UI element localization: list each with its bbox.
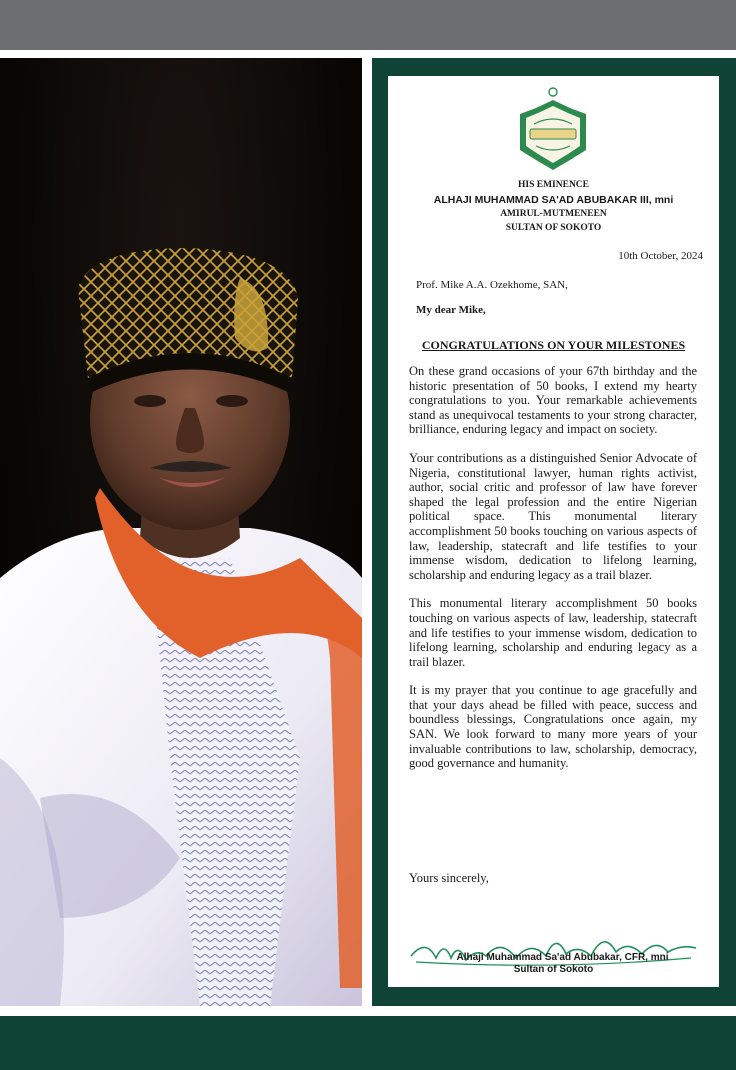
letter-date: 10th October, 2024 bbox=[618, 250, 703, 262]
letter-body bbox=[409, 364, 697, 785]
sultanate-crest-icon bbox=[514, 84, 592, 172]
letter-paragraph: On these grand occasions of your 67th birthday and the historic presentation of 50 books, I extend my hearty congratulations to you. Your remarkable achievements stand as unequivocal testaments to your strong character, brilliance, enduring legacy and impact on society. bbox=[409, 364, 697, 437]
letter-sheet bbox=[388, 76, 719, 987]
portrait-photo bbox=[0, 58, 362, 1006]
letterhead-office: AMIRUL-MUTMENEEN bbox=[500, 209, 607, 219]
letter-paragraph: It is my prayer that you continue to age gracefully and that your days ahead be filled with peace, success and boundless blessings, Congratulations once again, my SAN. We look forward to many more years of your invaluable contributions to law, scholarship, democracy, good governance and humanity. bbox=[409, 683, 697, 771]
letterhead-office: SULTAN OF SOKOTO bbox=[505, 223, 602, 233]
letterhead-name: ALHAJI MUHAMMAD SA'AD ABUBAKAR III, mni bbox=[433, 194, 674, 206]
salutation: My dear Mike, bbox=[416, 304, 486, 316]
signatory-block bbox=[388, 952, 719, 976]
letterhead-title: HIS EMINENCE bbox=[518, 180, 589, 190]
closing: Yours sincerely, bbox=[409, 871, 489, 885]
letter-paragraph: This monumental literary accomplishment 50 books touching on various aspects of law, leadership, statecraft and life testifies to your immense wisdom, dedication to lifelong learning, scholarship and enduring legacy as a trail blazer. bbox=[409, 596, 697, 669]
signatory-title: Sultan of Sokoto bbox=[513, 964, 594, 975]
bottom-band bbox=[0, 1016, 736, 1070]
addressee: Prof. Mike A.A. Ozekhome, SAN, bbox=[416, 279, 568, 291]
letter-subject: CONGRATULATIONS ON YOUR MILESTONES bbox=[421, 338, 686, 352]
signatory-name: Alhaji Muhammad Sa'ad Abubakar, CFR, mni bbox=[456, 952, 669, 963]
letter-paragraph: Your contributions as a distinguished Senior Advocate of Nigeria, constitutional lawyer, human rights activist, author, social critic and professor of law have forever shaped the legal profession and the entire Nigerian political space. This monumental literary accomplishment 50 books touching on various aspects of law, leadership, statecraft and life testifies to your immense wisdom, dedication to lifelong learning, scholarship and enduring legacy as a trail blazer. bbox=[409, 450, 697, 582]
top-band bbox=[0, 0, 736, 50]
